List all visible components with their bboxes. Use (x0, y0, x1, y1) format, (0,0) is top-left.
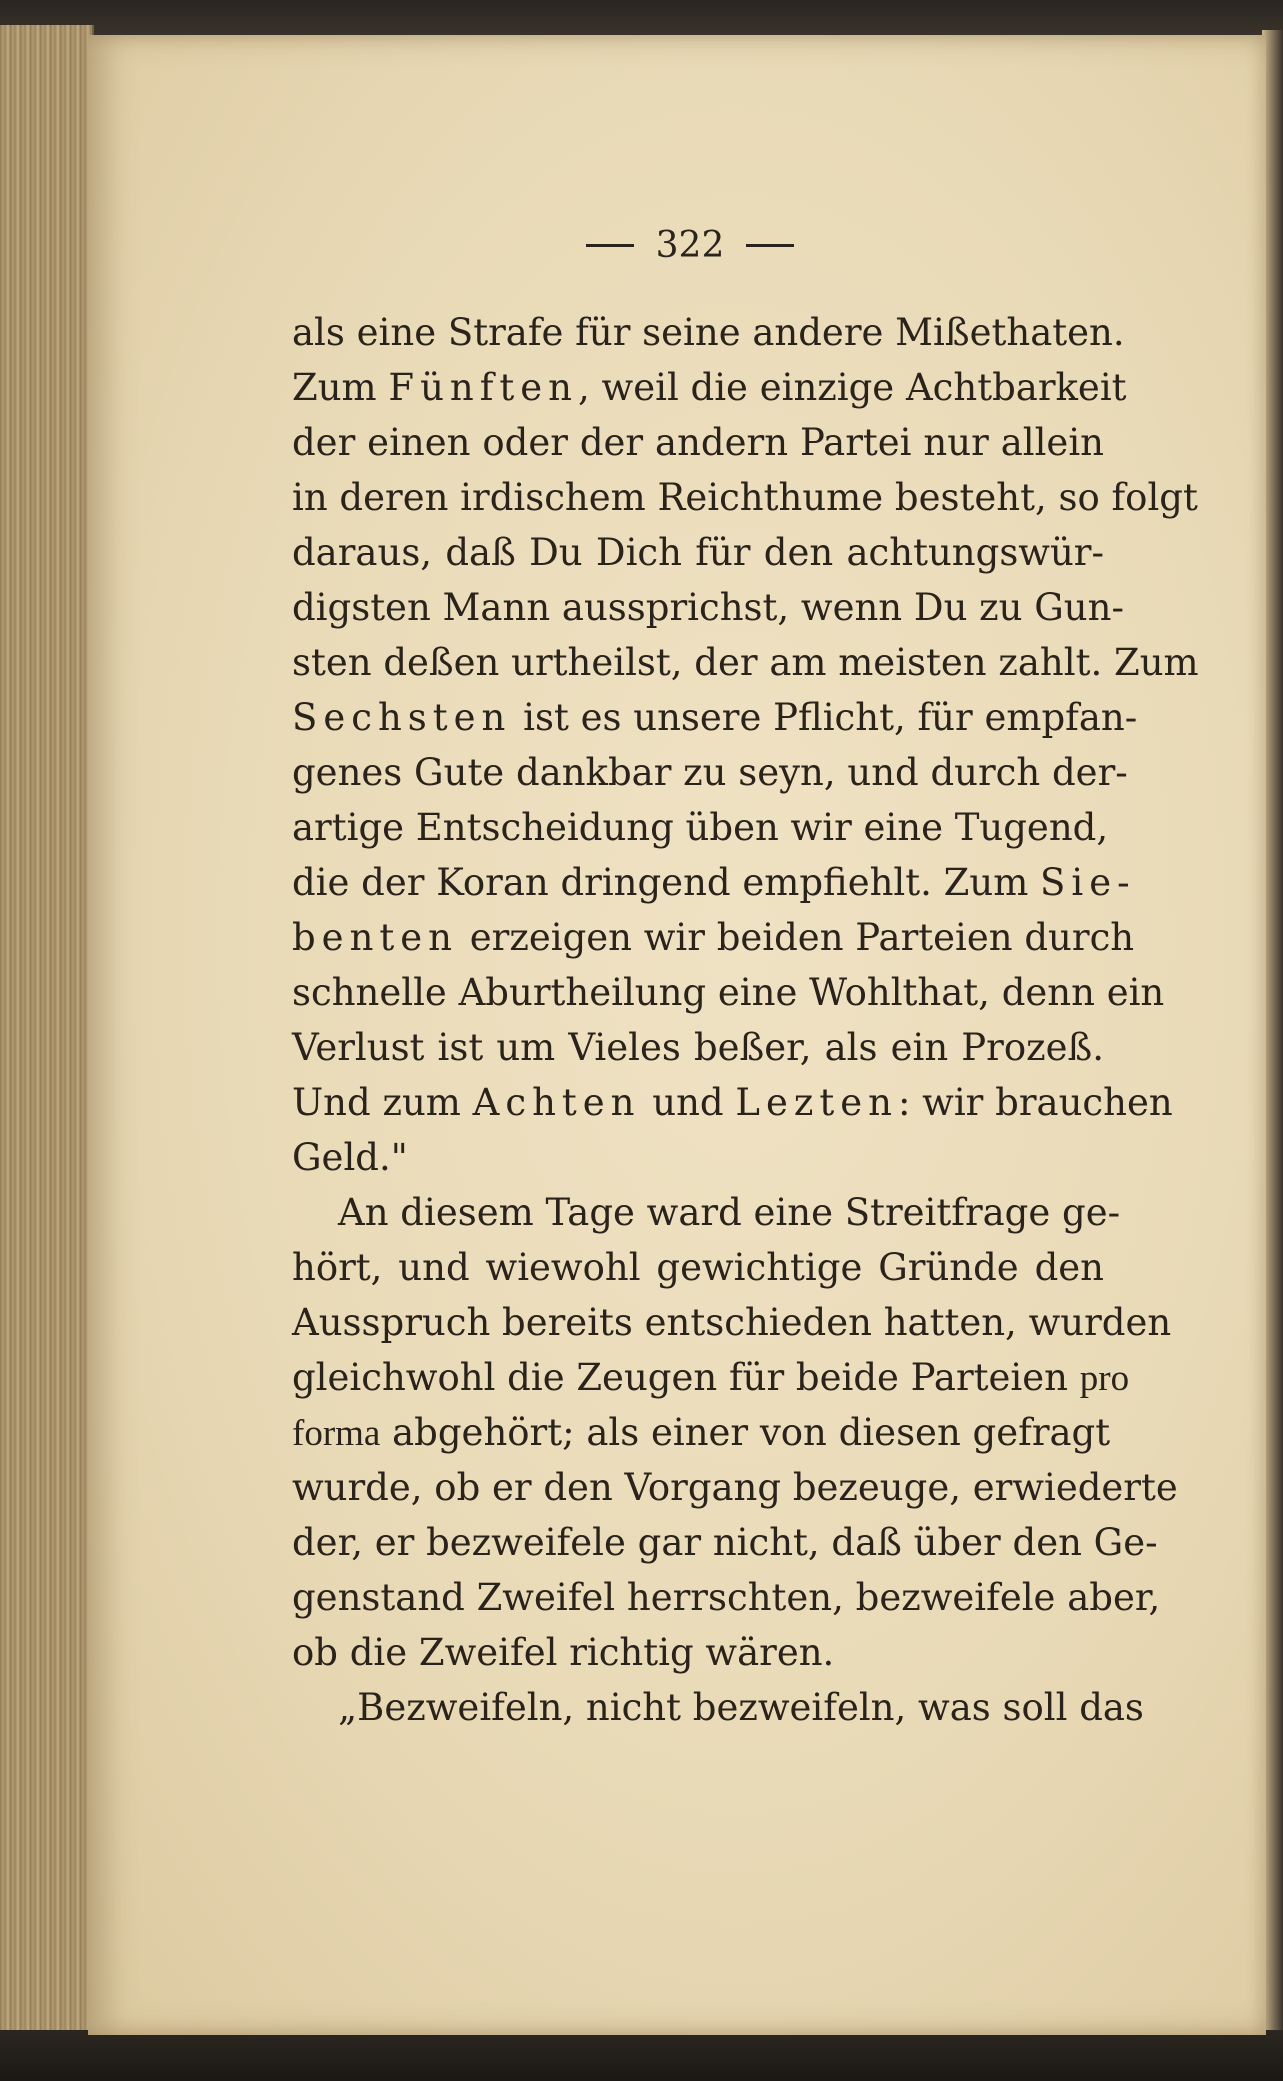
text-run: ist es unsere Pflicht, für empfan- (511, 696, 1138, 739)
text-line (292, 690, 1138, 745)
text-line (292, 415, 1104, 470)
text-line (292, 525, 1104, 580)
text-run: der einen oder der andern Partei nur allein (292, 421, 1104, 464)
page-header (560, 225, 820, 266)
header-dash-left (586, 244, 634, 247)
text-run: Ausspruch bereits entschieden hatten, wurden (292, 1301, 1172, 1344)
text-line (292, 1405, 1111, 1460)
text-line (292, 1185, 1121, 1240)
text-line (292, 1680, 1144, 1735)
text-run: An diesem Tage ward eine Streitfrage ge- (338, 1191, 1121, 1234)
text-run: in deren irdischem Reichthume besteht, so folgt (292, 476, 1198, 519)
latin-phrase: forma (292, 1413, 381, 1454)
text-run: wurde, ob er den Vorgang bezeuge, erwiederte (292, 1466, 1178, 1509)
text-run: genstand Zweifel herrschten, bezweifele aber, (292, 1576, 1161, 1619)
text-line (292, 305, 1125, 360)
text-line (292, 1570, 1161, 1625)
emphasized-word: Achten (472, 1081, 641, 1124)
text-line (292, 1075, 1173, 1130)
text-line (292, 800, 1109, 855)
body-text (292, 305, 1199, 1735)
text-run: artige Entscheidung üben wir eine Tugend, (292, 806, 1109, 849)
page-stack-edge (0, 25, 94, 2035)
text-line (292, 635, 1199, 690)
text-run: : wir brauchen (897, 1081, 1173, 1124)
text-run: Verlust ist um Vieles beßer, als ein Prozeß. (292, 1026, 1104, 1069)
text-line (292, 965, 1165, 1020)
scan-bottom-edge (0, 2030, 1283, 2081)
text-run: sten deßen urtheilst, der am meisten zahlt. Zum (292, 641, 1199, 684)
emphasized-word: Sechsten (292, 696, 512, 739)
text-run: ob die Zweifel richtig wären. (292, 1631, 835, 1674)
emphasized-word: Lezten (735, 1081, 898, 1124)
text-line (292, 1515, 1158, 1570)
emphasized-word: benten (292, 916, 459, 959)
text-line (292, 910, 1135, 965)
text-run: daraus, daß Du Dich für den achtungswür- (292, 531, 1104, 574)
text-run: „Bezweifeln, nicht bezweifeln, was soll das (338, 1686, 1144, 1729)
text-run: abgehört; als einer von diesen gefragt (380, 1411, 1111, 1454)
latin-phrase: pro (1079, 1358, 1130, 1399)
text-run: gleichwohl die Zeugen für beide Parteien (292, 1356, 1080, 1399)
scan-top-edge (0, 0, 1283, 40)
text-line (292, 1240, 1104, 1295)
text-run: , weil die einzige Achtbarkeit (578, 366, 1127, 409)
text-line (292, 1460, 1178, 1515)
text-run: der, er bezweifele gar nicht, daß über den Ge- (292, 1521, 1158, 1564)
text-line (292, 1350, 1130, 1405)
emphasized-word: Sie- (1040, 861, 1136, 904)
text-line (292, 1625, 1104, 1680)
header-dash-right (746, 244, 794, 247)
text-run: schnelle Aburtheilung eine Wohlthat, denn ein (292, 971, 1165, 1014)
text-run: Zum (292, 366, 389, 409)
text-line (292, 745, 1128, 800)
emphasized-word: Fünften (388, 366, 579, 409)
text-run: Geld." (292, 1136, 408, 1179)
text-line (292, 855, 1136, 910)
text-line (292, 580, 1124, 635)
text-line (292, 360, 1127, 415)
text-run: digsten Mann aussprichst, wenn Du zu Gun- (292, 586, 1124, 629)
text-line (292, 1020, 1104, 1075)
text-run: die der Koran dringend empfiehlt. Zum (292, 861, 1041, 904)
text-run: als eine Strafe für seine andere Mißethaten. (292, 311, 1125, 354)
text-line (292, 470, 1198, 525)
text-run: Und zum (292, 1081, 473, 1124)
text-run: hört, und wiewohl gewichtige Gründe den (292, 1246, 1104, 1289)
text-line (292, 1295, 1172, 1350)
text-line (292, 1130, 1104, 1185)
page-number: 322 (655, 225, 725, 266)
text-run: und (640, 1081, 736, 1124)
text-run: genes Gute dankbar zu seyn, und durch der- (292, 751, 1128, 794)
text-run: erzeigen wir beiden Parteien durch (458, 916, 1135, 959)
